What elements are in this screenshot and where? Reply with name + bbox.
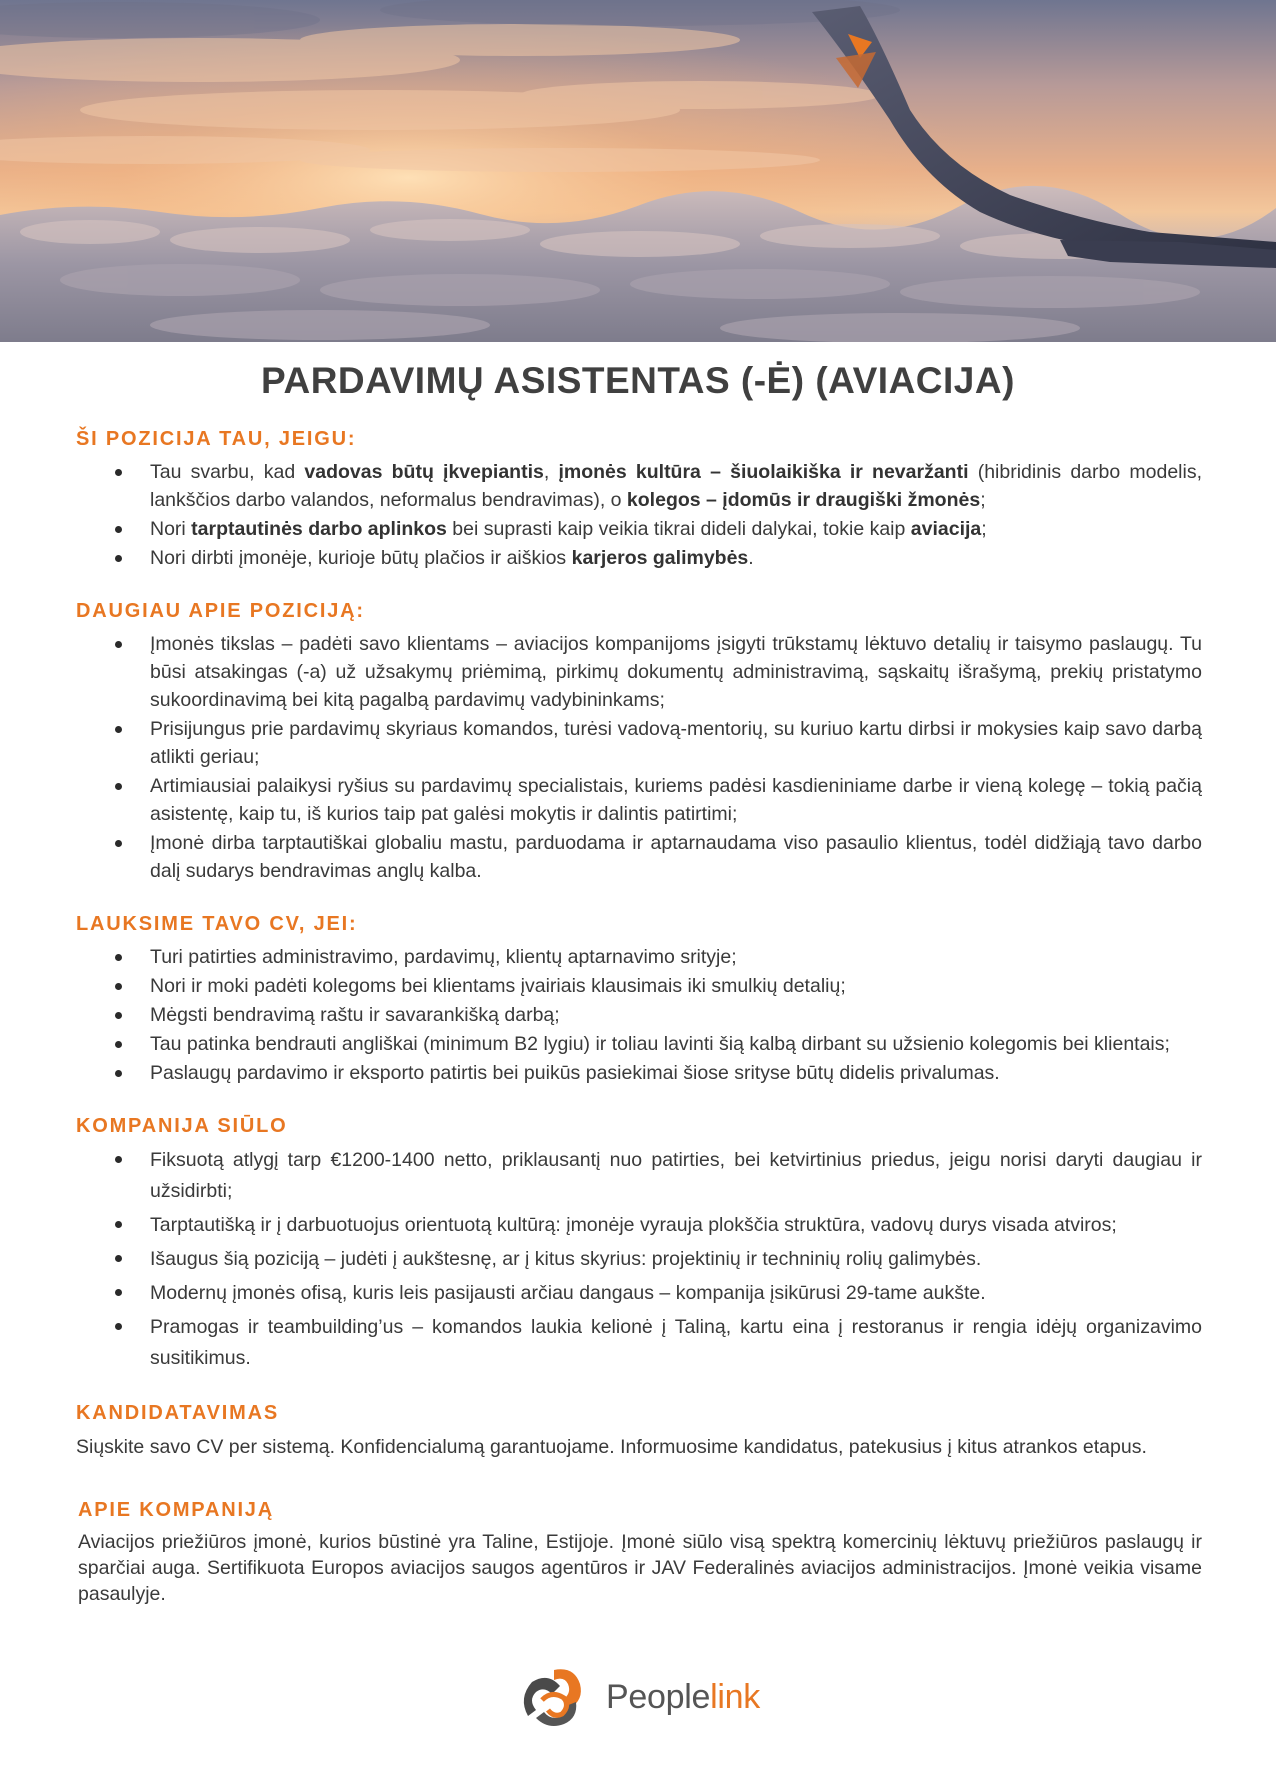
list-item: Nori tarptautinės darbo aplinkos bei suprasti kaip veikia tikrai dideli dalykai, tokie kaip aviacija;: [76, 515, 1202, 543]
section-requirements: [76, 911, 1202, 1087]
company-text: Aviacijos priežiūros įmonė, kurios būstinė yra Taline, Estijoje. Įmonė siūlo visą spektrą komercinių lėktuvų priežiūros paslaugų ir sparčiai auga. Sertifikuota Europos aviacijos saugos agentūros ir JAV Federalinės aviacijos administracijos. Įmonė veikia visame pasaulyje.: [78, 1531, 1202, 1605]
list-item: Tau svarbu, kad vadovas būtų įkvepiantis, įmonės kultūra – šiuolaikiška ir nevaržanti (hibridinis darbo modelis, lankščios darbo valandos, neformalus bendravimas), o kolegos – įdomūs ir draugiški žmonės;: [76, 458, 1202, 514]
bullet-list: [76, 943, 1202, 1087]
section-heading: LAUKSIME TAVO CV, JEI:: [76, 913, 358, 935]
section-heading: DAUGIAU APIE POZICIJĄ:: [76, 600, 365, 622]
list-item: Išaugus šią poziciją – judėti į aukštesnę, ar į kitus skyrius: projektinių ir techninių rolių galimybės.: [76, 1244, 1202, 1275]
list-item: Prisijungus prie pardavimų skyriaus komandos, turėsi vadovą-mentorių, su kuriuo kartu dirbsi ir mokysies kaip savo darbą atlikti geriau;: [76, 715, 1202, 771]
job-description: [76, 426, 1202, 1633]
list-item: Turi patirties administravimo, pardavimų, klientų aptarnavimo srityje;: [76, 943, 1202, 971]
section-about-company: [76, 1497, 1202, 1607]
section-heading: KOMPANIJA SIŪLO: [76, 1115, 288, 1137]
list-item: Įmonė dirba tarptautiškai globaliu mastu, parduodama ir aptarnaudama viso pasaulio klientus, todėl didžiąją tavo darbo dalį sudarys bendravimas anglų kalba.: [76, 829, 1202, 885]
list-item: Artimiausiai palaikysi ryšius su pardavimų specialistais, kuriems padėsi kasdieniniame darbe ir vieną kolegę – tokią pačią asistentę, kaip tu, iš kurios taip pat galėsi mokytis ir dalintis patirtimi;: [76, 772, 1202, 828]
section-heading: ŠI POZICIJA TAU, JEIGU:: [76, 428, 357, 450]
peoplelink-logo-mark-icon: [512, 1660, 598, 1740]
peoplelink-logo: [512, 1660, 772, 1740]
sky-wing-illustration: [0, 0, 1276, 342]
logo-wordmark-accent: link: [710, 1678, 760, 1716]
list-item: Nori dirbti įmonėje, kurioje būtų plačios ir aiškios karjeros galimybės.: [76, 544, 1202, 572]
list-item: Tarptautišką ir į darbuotuojus orientuotą kultūrą: įmonėje vyrauja plokščia struktūra, vadovų durys visada atviros;: [76, 1210, 1202, 1241]
list-item: Paslaugų pardavimo ir eksporto patirtis bei puikūs pasiekimai šiose srityse būtų didelis privalumas.: [76, 1059, 1202, 1087]
bullet-list: [76, 458, 1202, 572]
section-heading: KANDIDATAVIMAS: [76, 1402, 279, 1424]
list-item: Įmonės tikslas – padėti savo klientams – aviacijos kompanijoms įsigyti trūkstamų lėktuvo detalių ir taisymo paslaugų. Tu būsi atsakingas (-a) už užsakymų priėmimą, pirkimų dokumentų administravimą, sąskaitų išrašymą, prekių pristatymo sukoordinavimą bei kitą pagalbą pardavimų vadybininkams;: [76, 630, 1202, 714]
hero-image: [0, 0, 1276, 342]
section-about-position: [76, 598, 1202, 885]
bullet-list: [76, 630, 1202, 885]
bullet-list: [76, 1145, 1202, 1374]
section-company-offers: [76, 1113, 1202, 1374]
logo-wordmark-main: People: [606, 1678, 711, 1716]
list-item: Mėgsti bendravimą raštu ir savarankišką darbą;: [76, 1001, 1202, 1029]
section-position-fit: [76, 426, 1202, 572]
list-item: Tau patinka bendrauti angliškai (minimum B2 lygiu) ir toliau lavinti šią kalbą dirbant su užsienio kolegomis bei klientais;: [76, 1030, 1202, 1058]
section-application: [76, 1400, 1202, 1463]
list-item: Nori ir moki padėti kolegoms bei klientams įvairiais klausimais iki smulkių detalių;: [76, 972, 1202, 1000]
list-item: Fiksuotą atlygį tarp €1200-1400 netto, priklausantį nuo patirties, bei ketvirtinius priedus, jeigu norisi daryti daugiau ir užsidirbti;: [76, 1145, 1202, 1207]
logo-wordmark: [606, 1678, 760, 1717]
page-title: PARDAVIMŲ ASISTENTAS (-Ė) (AVIACIJA): [261, 360, 1015, 401]
list-item: Modernų įmonės ofisą, kuris leis pasijausti arčiau dangaus – kompanija įsikūrusi 29-tame aukšte.: [76, 1278, 1202, 1309]
application-text: Siųskite savo CV per sistemą. Konfidencialumą garantuojame. Informuosime kandidatus, patekusius į kitus atrankos etapus.: [76, 1436, 1147, 1458]
list-item: Pramogas ir teambuilding’us – komandos laukia kelionė į Taliną, kartu eina į restoranus ir rengia idėjų organizavimo susitikimus.: [76, 1312, 1202, 1374]
section-heading: APIE KOMPANIJĄ: [78, 1499, 274, 1521]
